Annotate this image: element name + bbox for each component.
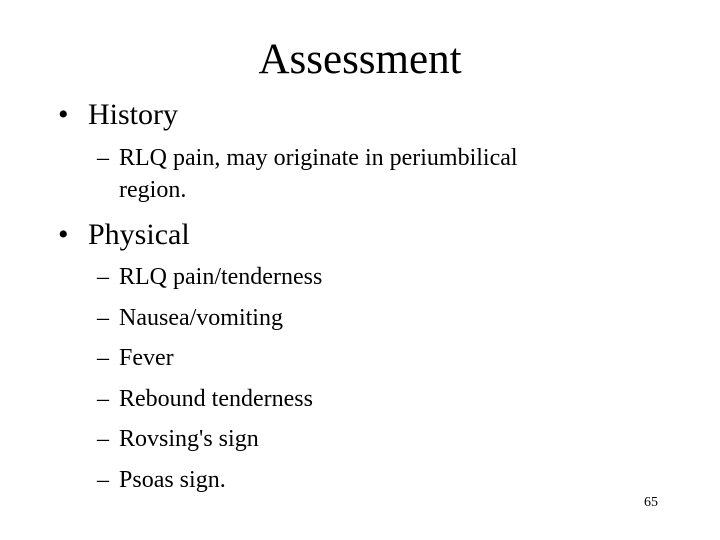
sub-item-line: Rebound tenderness: [119, 386, 313, 412]
sub-item-physical-6: [97, 464, 226, 496]
bullet-history: [58, 97, 178, 133]
sub-item-physical-4: [97, 383, 313, 415]
sub-item-line: region.: [119, 177, 187, 203]
dash-marker: –: [97, 345, 109, 371]
page-number: 65: [644, 495, 658, 510]
sub-item-line: Psoas sign.: [119, 467, 226, 493]
sub-item-physical-1: [97, 261, 322, 293]
dash-marker: –: [97, 426, 109, 452]
dash-marker: –: [97, 305, 109, 331]
sub-item-line: Fever: [119, 345, 174, 371]
dash-marker: –: [97, 386, 109, 412]
bullet-physical: [58, 217, 190, 253]
bullet-heading-physical: Physical: [88, 218, 190, 251]
sub-item-line: RLQ pain/tenderness: [119, 264, 323, 290]
dash-marker: –: [97, 145, 109, 171]
sub-item-line: RLQ pain, may originate in periumbilical: [119, 145, 518, 171]
sub-item-history-1: [97, 142, 518, 206]
sub-item-line: Rovsing's sign: [119, 426, 259, 452]
dash-marker: –: [97, 467, 109, 493]
sub-item-physical-3: [97, 342, 174, 374]
bullet-marker: •: [58, 218, 69, 251]
bullet-heading-history: History: [88, 98, 178, 131]
bullet-marker: •: [58, 98, 69, 131]
sub-item-line: Nausea/vomiting: [119, 305, 283, 331]
sub-item-physical-2: [97, 302, 283, 334]
dash-marker: –: [97, 264, 109, 290]
slide-title: Assessment: [258, 36, 462, 83]
sub-item-physical-5: [97, 423, 259, 455]
